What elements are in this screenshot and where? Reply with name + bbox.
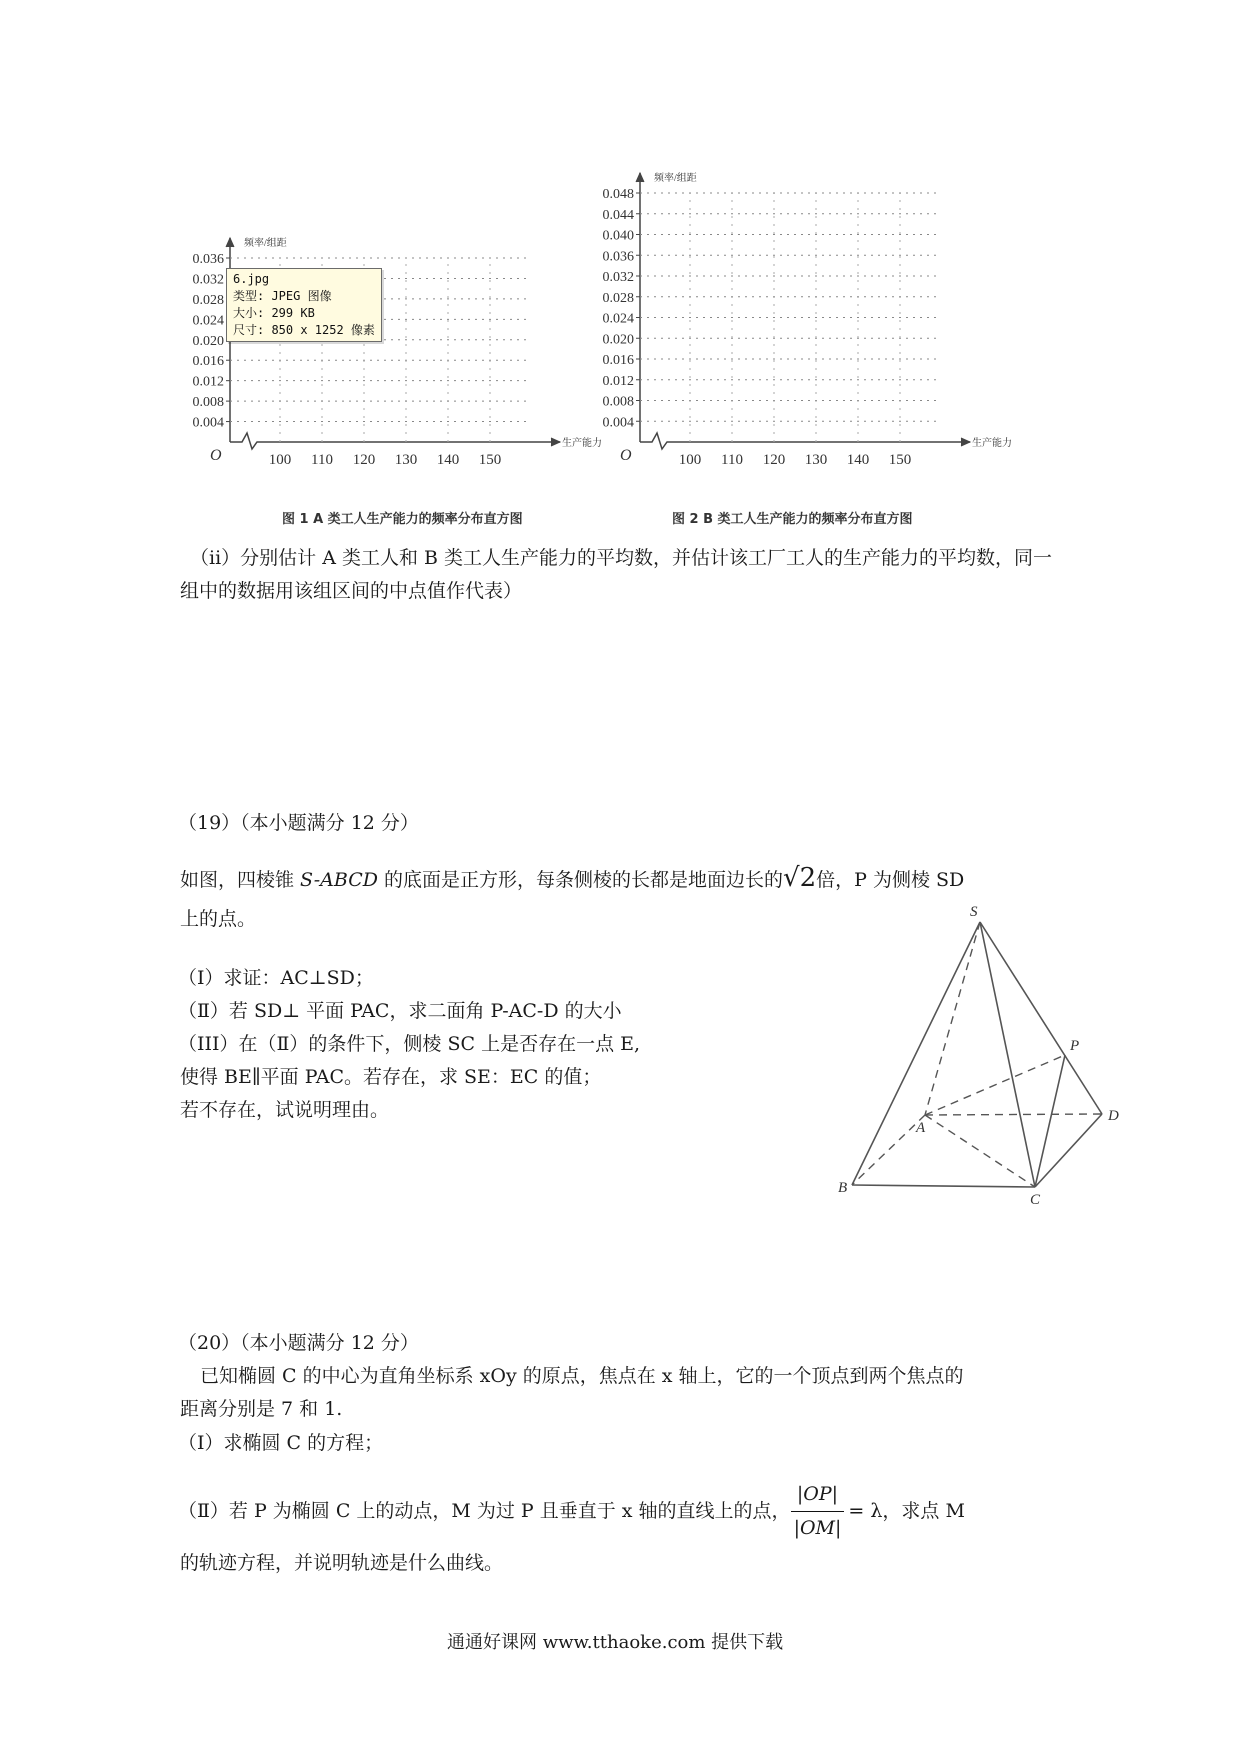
q19-stem-math: S-ABCD — [300, 869, 378, 891]
x-tick-label: 140 — [436, 452, 460, 468]
question-18-part-ii: （ii）分别估计 A 类工人和 B 类工人生产能力的平均数，并估计该工厂工人的生产能力的平均数，同一组中的数据用该组区间的中点值作代表） — [180, 547, 1052, 603]
tooltip-filename: 6.jpg — [233, 272, 270, 286]
edge-ad — [925, 1114, 1102, 1115]
chart-1-svg — [180, 220, 602, 480]
pyramid-figure — [830, 900, 1130, 1210]
segment-ap — [925, 1055, 1065, 1115]
chart-2-caption: 图 2 B 类工人生产能力的频率分布直方图 — [672, 512, 913, 527]
x-axis-label: 生产能力 — [972, 438, 1012, 449]
question-19-part-2: （Ⅱ）若 SD⊥ 平面 PAC，求二面角 P-AC-D 的大小 — [178, 1000, 622, 1022]
y-tick-label: 0.008 — [192, 395, 224, 411]
y-tick-label: 0.036 — [192, 252, 224, 267]
fraction-equals-lambda: = λ — [848, 1500, 883, 1523]
vertex-label-d: D — [1108, 1108, 1119, 1124]
y-tick-label: 0.028 — [602, 290, 634, 306]
y-tick-label: 0.024 — [192, 313, 224, 329]
y-tick-label: 0.020 — [192, 333, 224, 349]
y-tick-label: 0.032 — [192, 272, 224, 288]
fraction-numerator: |OP| — [791, 1478, 845, 1512]
diagonal-ac — [925, 1115, 1035, 1187]
y-axis-label: 频率/组距 — [244, 238, 287, 249]
x-tick-label: 100 — [678, 452, 702, 468]
edge-sb — [852, 922, 980, 1185]
x-tick-label: 130 — [804, 452, 828, 468]
y-tick-label: 0.016 — [602, 353, 634, 368]
segment-pc — [1035, 1055, 1065, 1187]
question-20-stem-a: 已知椭圆 C 的中心为直角坐标系 xOy 的原点，焦点在 x 轴上，它的一个顶点到两个焦点的 — [200, 1365, 964, 1387]
question-19-part-3a: （III）在（Ⅱ）的条件下，侧棱 SC 上是否存在一点 E, — [178, 1033, 641, 1055]
y-tick-label: 0.008 — [602, 394, 634, 410]
pyramid-svg — [830, 900, 1130, 1210]
vertex-label-p: P — [1070, 1038, 1080, 1054]
y-tick-label: 0.012 — [192, 374, 224, 390]
question-20-stem-b: 距离分别是 7 和 1. — [180, 1398, 343, 1420]
question-19-header: （19）（本小题满分 12 分） — [178, 812, 419, 834]
y-tick-label: 0.032 — [602, 270, 634, 285]
y-tick-label: 0.020 — [602, 332, 634, 348]
chart-2-svg — [590, 155, 1012, 480]
vertex-label-s: S — [970, 904, 978, 920]
edge-cd — [1035, 1114, 1102, 1187]
origin-label: O — [210, 447, 222, 464]
sqrt-two: √2 — [783, 863, 817, 893]
y-tick-label: 0.004 — [602, 415, 634, 431]
tooltip-type: 类型: JPEG 图像 — [233, 289, 332, 303]
y-tick-label: 0.012 — [602, 373, 634, 389]
x-tick-label: 100 — [268, 452, 292, 468]
x-tick-label: 120 — [762, 452, 786, 468]
edge-sc — [980, 922, 1035, 1187]
q19-stem-text-1: 如图，四棱锥 — [180, 869, 301, 891]
x-tick-label: 140 — [846, 452, 870, 468]
origin-label: O — [620, 447, 632, 464]
y-tick-label: 0.040 — [602, 228, 634, 244]
chart-2 — [590, 155, 1012, 480]
q19-stem-text-2: 的底面是正方形，每条侧棱的长都是地面边长的 — [378, 869, 784, 891]
y-axis-label: 频率/组距 — [654, 173, 697, 184]
y-tick-label: 0.048 — [602, 187, 634, 202]
edge-sd — [980, 922, 1102, 1114]
chart-1 — [180, 220, 602, 480]
question-19-part-3b: 使得 BE∥平面 PAC。若存在，求 SE：EC 的值； — [180, 1066, 602, 1088]
y-axis-arrow — [636, 173, 644, 182]
ratio-op-om — [791, 1478, 845, 1546]
edge-ab — [852, 1115, 925, 1185]
tooltip-size: 大小: 299 KB — [233, 306, 315, 320]
y-tick-label: 0.016 — [192, 354, 224, 370]
question-20-part-2-end: 的轨迹方程，并说明轨迹是什么曲线。 — [180, 1552, 504, 1574]
question-20-part-1: （Ⅰ）求椭圆 C 的方程； — [178, 1432, 384, 1454]
question-19-stem-line2: 上的点。 — [180, 908, 257, 930]
tooltip-dims: 尺寸: 850 x 1252 像素 — [233, 323, 375, 337]
y-tick-label: 0.024 — [602, 311, 634, 327]
question-19-part-3c: 若不存在，试说明理由。 — [180, 1099, 390, 1121]
question-19-stem — [180, 856, 1070, 902]
fraction-denominator: |OM| — [793, 1517, 842, 1540]
x-tick-label: 130 — [394, 452, 418, 468]
question-20-part-2 — [178, 1478, 1078, 1546]
y-tick-label: 0.036 — [602, 249, 634, 265]
y-tick-label: 0.044 — [602, 207, 634, 223]
y-axis-arrow — [226, 238, 234, 247]
x-axis-arrow — [961, 438, 970, 446]
chart-1-caption: 图 1 A 类工人生产能力的频率分布直方图 — [282, 512, 523, 527]
y-tick-label: 0.028 — [192, 292, 224, 308]
y-tick-label: 0.004 — [192, 415, 224, 431]
vertex-label-b: B — [838, 1180, 848, 1196]
q19-stem-text-3: 倍，P 为侧棱 SD — [816, 869, 965, 891]
x-tick-label: 150 — [888, 452, 912, 468]
edge-bc — [852, 1185, 1035, 1187]
x-axis-label: 生产能力 — [562, 438, 602, 449]
question-20-header: （20）（本小题满分 12 分） — [178, 1332, 419, 1354]
x-axis-arrow — [551, 438, 560, 446]
vertex-label-a: A — [916, 1120, 926, 1136]
x-tick-label: 110 — [721, 452, 743, 468]
q20-part2-text: （Ⅱ）若 P 为椭圆 C 上的动点，M 为过 P 且垂直于 x 轴的直线上的点， — [178, 1500, 791, 1523]
question-19-part-1: （Ⅰ）求证：AC⊥SD； — [178, 967, 374, 989]
x-tick-label: 150 — [478, 452, 502, 468]
vertex-label-c: C — [1030, 1192, 1041, 1208]
page-footer: 通通好课网 www.tthaoke.com 提供下载 — [447, 1632, 784, 1653]
file-tooltip — [226, 268, 382, 342]
q20-part2-text-end: ，求点 M — [882, 1500, 965, 1523]
x-tick-label: 120 — [352, 452, 376, 468]
x-tick-label: 110 — [311, 452, 333, 468]
